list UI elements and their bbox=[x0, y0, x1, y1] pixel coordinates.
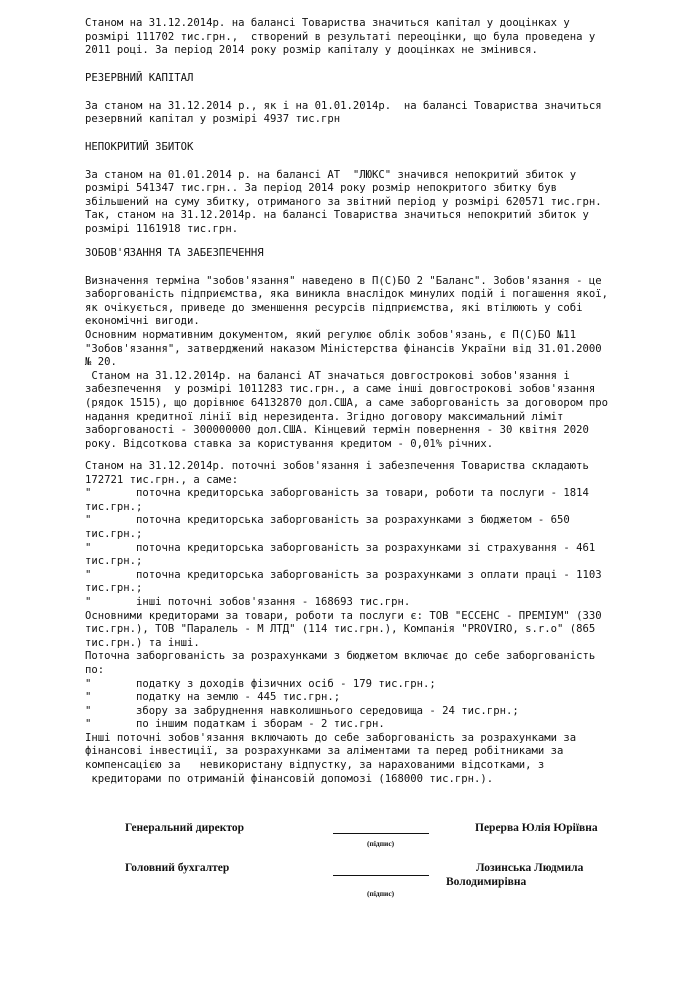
text-line: Визначення терміна "зобов'язання" наведено в П(С)БО 2 "Баланс". Зобов'язання - це bbox=[85, 274, 602, 287]
text-line: тис.грн.; bbox=[85, 500, 143, 513]
text-line: кредиторами по отриманій фінансовій допомозі (168000 тис.грн.). bbox=[85, 772, 494, 785]
text-line: тис.грн.; bbox=[85, 555, 143, 568]
text-line: резервний капітал у розмірі 4937 тис.грн bbox=[85, 113, 341, 126]
list-item: " поточна кредиторська заборгованість за товари, роботи та послуги - 1814 bbox=[85, 487, 589, 500]
text-line: (рядок 1515), що дорівнює 64132870 дол.США, а саме заборгованість за договором про bbox=[85, 396, 608, 409]
reserve-capital-section bbox=[85, 72, 675, 127]
text-line: Основними кредиторами за товари, роботи та послуги є: ТОВ "ЕССЕНС - ПРЕМІУМ" (330 bbox=[85, 609, 602, 622]
capital-revaluation-paragraph bbox=[85, 17, 675, 58]
text-line: За станом на 01.01.2014 р. на балансі АТ "ЛЮКС" значився непокритий збиток у bbox=[85, 168, 577, 181]
text-line: Станом на 31.12.2014р. на балансі Товариства значиться капітал у дооцінках у bbox=[85, 17, 570, 29]
accountant-signature-caption: (підпис) bbox=[367, 889, 395, 898]
text-line: "Зобов'язання", затверджений наказом Міністерства фінансів України від 31.01.2000 bbox=[85, 342, 602, 355]
text-line: 2011 році. За період 2014 року розмір капіталу у дооцінках не змінився. bbox=[85, 44, 538, 57]
text-line: За станом на 31.12.2014 р., як і на 01.01.2014р. на балансі Товариства значиться bbox=[85, 99, 602, 112]
text-line: року. Відсоткова ставка за користування кредитом - 0,01% річних. bbox=[85, 437, 494, 450]
text-line: розмірі 1161918 тис.грн. bbox=[85, 222, 239, 235]
text-line: Станом на 31.12.2014р. на балансі АТ значаться довгострокові зобов'язання і bbox=[85, 369, 570, 382]
text-line: розмірі 541347 тис.грн.. За період 2014 року розмір непокритого збитку був bbox=[85, 182, 557, 195]
text-line: заборгованість підприємства, яка виникла внаслідок минулих подій і погашення якої, bbox=[85, 288, 608, 301]
uncovered-loss-section bbox=[85, 141, 675, 237]
text-line: Станом на 31.12.2014р. поточні зобов'язання і забезпечення Товариства складають bbox=[85, 460, 589, 472]
accountant-title: Головний бухгалтер bbox=[125, 862, 230, 874]
current-obligations-section bbox=[85, 460, 675, 786]
text-line: 172721 тис.грн., а саме: bbox=[85, 473, 239, 486]
text-line: тис.грн.; bbox=[85, 527, 143, 540]
accountant-name-line2: Володимирівна bbox=[446, 876, 527, 888]
text-line: Інші поточні зобов'язання включають до себе заборгованість за розрахунками за bbox=[85, 731, 577, 744]
list-item: " поточна кредиторська заборгованість за розрахунками з бюджетом - 650 bbox=[85, 514, 570, 527]
text-line: економічні вигоди. bbox=[85, 315, 200, 328]
list-item: " по іншим податкам і зборам - 2 тис.грн. bbox=[85, 718, 385, 731]
director-signature-line bbox=[333, 833, 429, 834]
text-line: заборгованості - 300000000 дол.США. Кінцевий термін повернення - 30 квітня 2020 bbox=[85, 424, 589, 437]
text-line: надання кредитної лінії від нерезидента. Згідно договору максимальний ліміт bbox=[85, 410, 564, 423]
section-heading: НЕПОКРИТИЙ ЗБИТОК bbox=[85, 141, 194, 153]
section-heading: ЗОБОВ'ЯЗАННЯ ТА ЗАБЕЗПЕЧЕННЯ bbox=[85, 247, 264, 259]
obligations-section bbox=[85, 247, 675, 451]
text-line: по: bbox=[85, 663, 105, 676]
director-signature-caption: (підпис) bbox=[367, 839, 395, 848]
text-line: № 20. bbox=[85, 356, 117, 369]
accountant-name-line1: Лозинська Людмила bbox=[476, 862, 584, 874]
text-line: тис.грн.), ТОВ "Паралель - М ЛТД" (114 тис.грн.), Компанія "PROVIRO, s.r.o" (865 bbox=[85, 623, 596, 636]
list-item: " інші поточні зобов'язання - 168693 тис.грн. bbox=[85, 595, 411, 608]
list-item: " збору за забруднення навколишнього середовища - 24 тис.грн.; bbox=[85, 704, 519, 717]
list-item: " поточна кредиторська заборгованість за розрахунками зі страхування - 461 bbox=[85, 541, 596, 554]
list-item: " податку на землю - 445 тис.грн.; bbox=[85, 691, 341, 704]
section-heading: РЕЗЕРВНИЙ КАПІТАЛ bbox=[85, 72, 194, 84]
list-item: " поточна кредиторська заборгованість за розрахунками з оплати праці - 1103 bbox=[85, 568, 602, 581]
text-line: Основним нормативним документом, який регулює облік зобов'язань, є П(С)БО №11 bbox=[85, 328, 577, 341]
text-line: Так, станом на 31.12.2014р. на балансі Товариства значиться непокритий збиток у bbox=[85, 209, 589, 222]
obligations-definition bbox=[85, 275, 675, 452]
text-line: забезпечення у розмірі 1011283 тис.грн., а саме інші довгострокові зобов'язання bbox=[85, 383, 596, 396]
text-line: фінансові інвестиції, за розрахунками за аліментами та перед робітниками за bbox=[85, 745, 564, 758]
text-line: тис.грн.; bbox=[85, 582, 143, 595]
list-item: " податку з доходів фізичних осіб - 179 тис.грн.; bbox=[85, 677, 436, 690]
director-title: Генеральний директор bbox=[125, 822, 245, 834]
text-line: як очікується, приведе до зменшення ресурсів підприємства, які втілюють у собі bbox=[85, 301, 583, 314]
text-line: тис.грн.) та інші. bbox=[85, 636, 200, 649]
text-line: Поточна заборгованість за розрахунками з бюджетом включає до себе заборгованість bbox=[85, 650, 596, 663]
accountant-signature-line bbox=[333, 875, 429, 876]
director-name: Перерва Юлія Юріївна bbox=[475, 822, 598, 834]
text-line: компенсацією за невикористану відпустку, за нарахованими відсотками, з bbox=[85, 759, 545, 772]
text-line: розмірі 111702 тис.грн., створений в результаті переоцінки, що була проведена у bbox=[85, 30, 596, 43]
text-line: збільшений на суму збитку, отриманого за звітний період у розмірі 620571 тис.грн. bbox=[85, 195, 602, 208]
